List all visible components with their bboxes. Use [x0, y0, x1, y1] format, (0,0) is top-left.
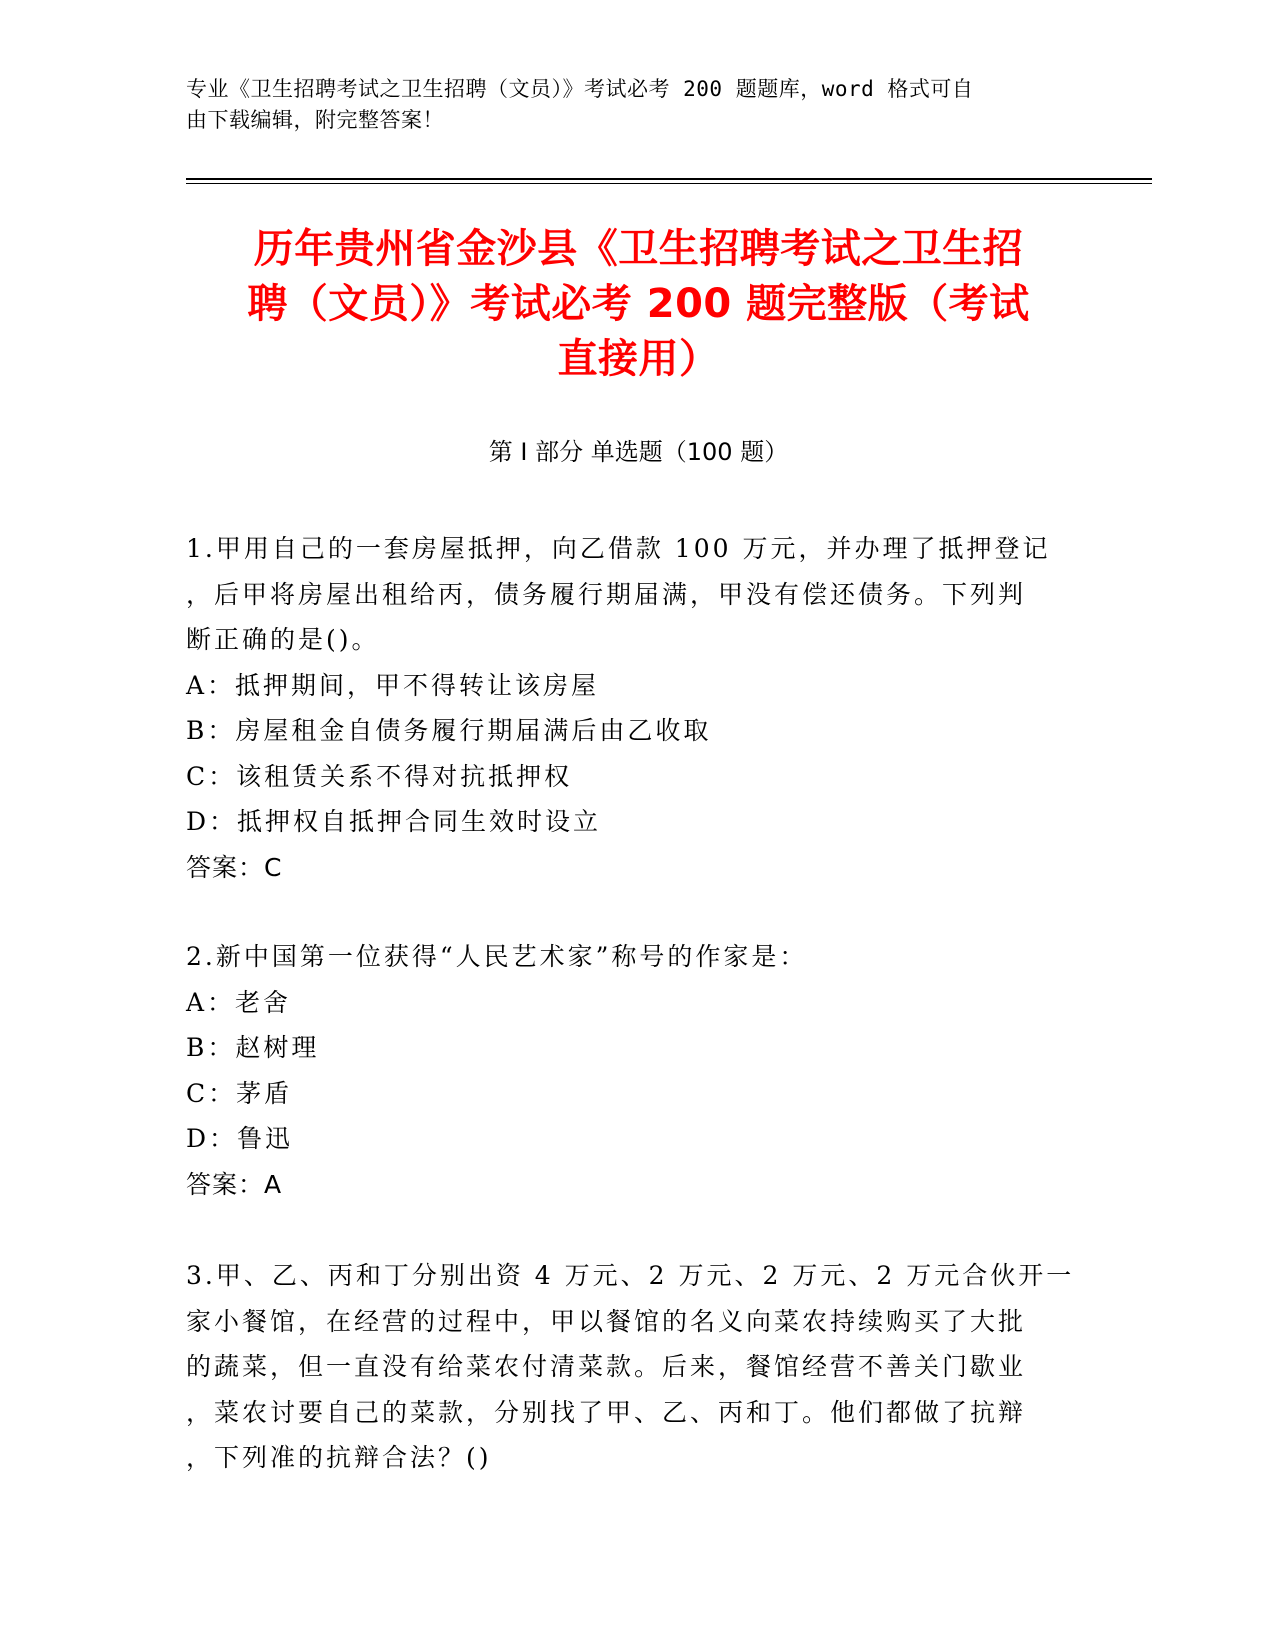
question-stem-line: ，菜农讨要自己的菜款，分别找了甲、乙、丙和丁。他们都做了抗辩 — [186, 1397, 1027, 1427]
option-c: C：该租赁关系不得对抗抵押权 — [186, 761, 573, 791]
title-line-1: 历年贵州省金沙县《卫生招聘考试之卫生招 — [253, 226, 1024, 272]
option-a: A：抵押期间，甲不得转让该房屋 — [186, 670, 600, 700]
option-d: D：鲁迅 — [186, 1124, 294, 1153]
option-b: B：房屋租金自债务履行期届满后由乙收取 — [186, 716, 712, 745]
question-2 — [186, 934, 1066, 1207]
answer-line: 答案：A — [186, 1169, 283, 1199]
question-stem-line: ，下列准的抗辩合法？() — [186, 1443, 492, 1472]
question-stem-line: 2.新中国第一位获得“人民艺术家”称号的作家是： — [186, 942, 808, 971]
option-d: D：抵押权自抵押合同生效时设立 — [186, 807, 602, 836]
question-stem-line: 1.甲用自己的一套房屋抵押，向乙借款 100 万元，并办理了抵押登记 — [186, 534, 1051, 563]
header-divider-thin — [186, 183, 1152, 184]
section-heading: 第 I 部分 单选题（100 题） — [488, 438, 789, 466]
option-b: B：赵树理 — [186, 1033, 320, 1062]
question-1 — [186, 526, 1066, 890]
answer-line: 答案：C — [186, 852, 283, 882]
question-3 — [186, 1253, 1075, 1481]
question-stem-line: 断正确的是()。 — [186, 625, 380, 654]
title-line-2: 聘（文员）》考试必考 200 题完整版（考试 — [247, 281, 1030, 327]
option-a: A：老舍 — [186, 987, 292, 1017]
header-line-1: 专业《卫生招聘考试之卫生招聘（文员）》考试必考 200 题题库，word 格式可自 — [186, 77, 974, 101]
title-line-3: 直接用） — [557, 336, 720, 382]
header-note — [186, 74, 1066, 136]
document-title — [186, 222, 1091, 387]
question-stem-line: 3.甲、乙、丙和丁分别出资 4 万元、2 万元、2 万元、2 万元合伙开一 — [186, 1261, 1075, 1290]
header-line-2: 由下载编辑，附完整答案！ — [186, 108, 444, 132]
question-stem-line: 的蔬菜，但一直没有给菜农付清菜款。后来，餐馆经营不善关门歇业 — [186, 1352, 1027, 1381]
header-divider-thick — [186, 178, 1152, 180]
question-stem-line: ，后甲将房屋出租给丙，债务履行期届满，甲没有偿还债务。下列判 — [186, 579, 1027, 609]
question-stem-line: 家小餐馆，在经营的过程中，甲以餐馆的名义向菜农持续购买了大批 — [186, 1306, 1027, 1336]
option-c: C：茅盾 — [186, 1078, 293, 1108]
